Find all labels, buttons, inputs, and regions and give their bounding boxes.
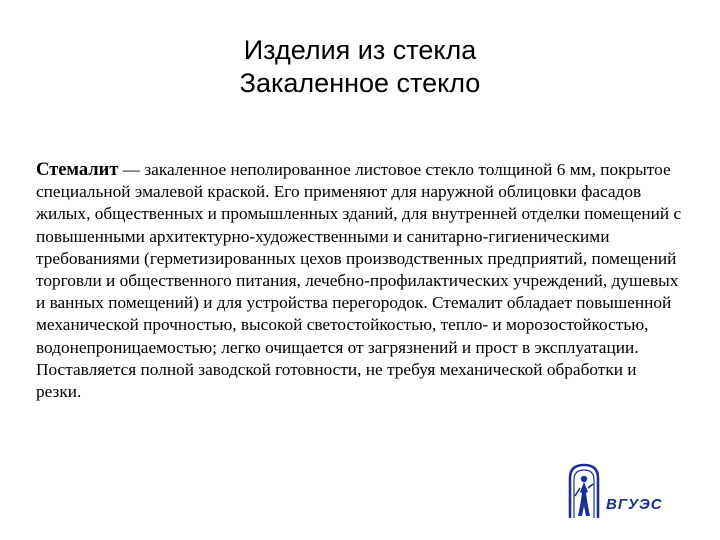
slide-title <box>0 34 720 100</box>
body-term: Стемалит <box>36 160 119 180</box>
title-line-2: Закаленное стекло <box>239 68 481 98</box>
title-line-1: Изделия из стекла <box>243 35 477 65</box>
university-wordmark: ВГУЭС <box>606 496 663 513</box>
university-logo <box>566 462 676 524</box>
university-emblem-icon <box>566 462 602 520</box>
body-paragraph <box>36 159 686 403</box>
body-definition: — закаленное неполированное листовое стекло толщиной 6 мм, покрытое специальной эмалевой краской. Его применяют для наружной облицовки фасадов жилых, общественных и промышленных зданий, для внутренней отделки помещений с повышенными архитектурно-художественными и санитарно-гигиеническими требованиями (герметизированных цехов производственных предприятий, помещений торговли и общественного питания, лечебно-профилактических учреждений, душевых и ванных помещений) и для устройства перегородок. Стемалит обладает повышенной механической прочностью, высокой светостойкостью, тепло- и морозостойкостью, водонепроницаемостью; легко очищается от загрязнений и прост в эксплуатации. Поставляется полной заводской готовности, не требуя механической обработки и резки. <box>36 160 682 402</box>
